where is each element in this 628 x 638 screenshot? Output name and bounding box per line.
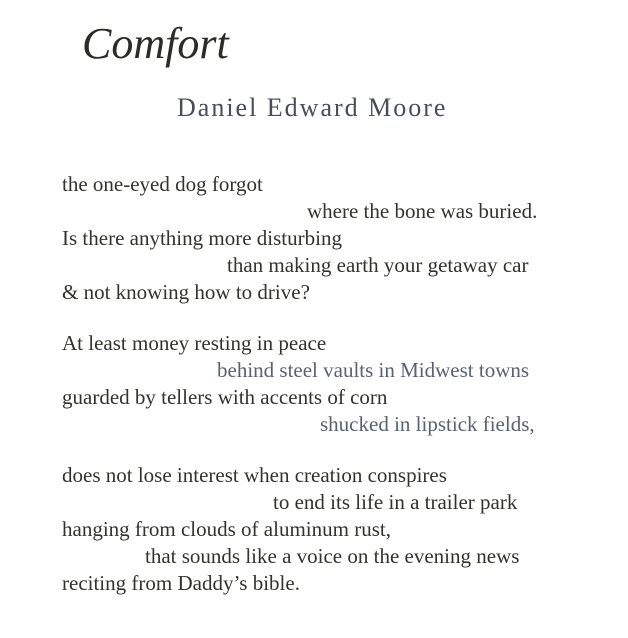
poem-line: hanging from clouds of aluminum rust, (62, 517, 391, 541)
poem-line: guarded by tellers with accents of corn (62, 385, 388, 409)
poem-line: the one-eyed dog forgot (62, 172, 263, 196)
poem-line: behind steel vaults in Midwest towns (217, 358, 530, 382)
stanza (62, 330, 612, 438)
poem-line: shucked in lipstick fields, (320, 412, 535, 436)
poem-line: where the bone was buried. (307, 199, 538, 223)
poem-body (62, 171, 612, 597)
poem-title: Comfort (82, 19, 229, 68)
stanza (62, 171, 612, 306)
poem-line: that sounds like a voice on the evening news (145, 544, 520, 568)
poem-line: than making earth your getaway car (227, 253, 529, 277)
poem-line: does not lose interest when creation conspires (62, 463, 447, 487)
poem-line: & not knowing how to drive? (62, 280, 310, 304)
poem-line: At least money resting in peace (62, 331, 327, 355)
poem-line: Is there anything more disturbing (62, 226, 342, 250)
poem-author: Daniel Edward Moore (177, 93, 448, 122)
stanza (62, 462, 612, 597)
poem-line: to end its life in a trailer park (273, 490, 518, 514)
poem-line: reciting from Daddy’s bible. (62, 571, 300, 595)
